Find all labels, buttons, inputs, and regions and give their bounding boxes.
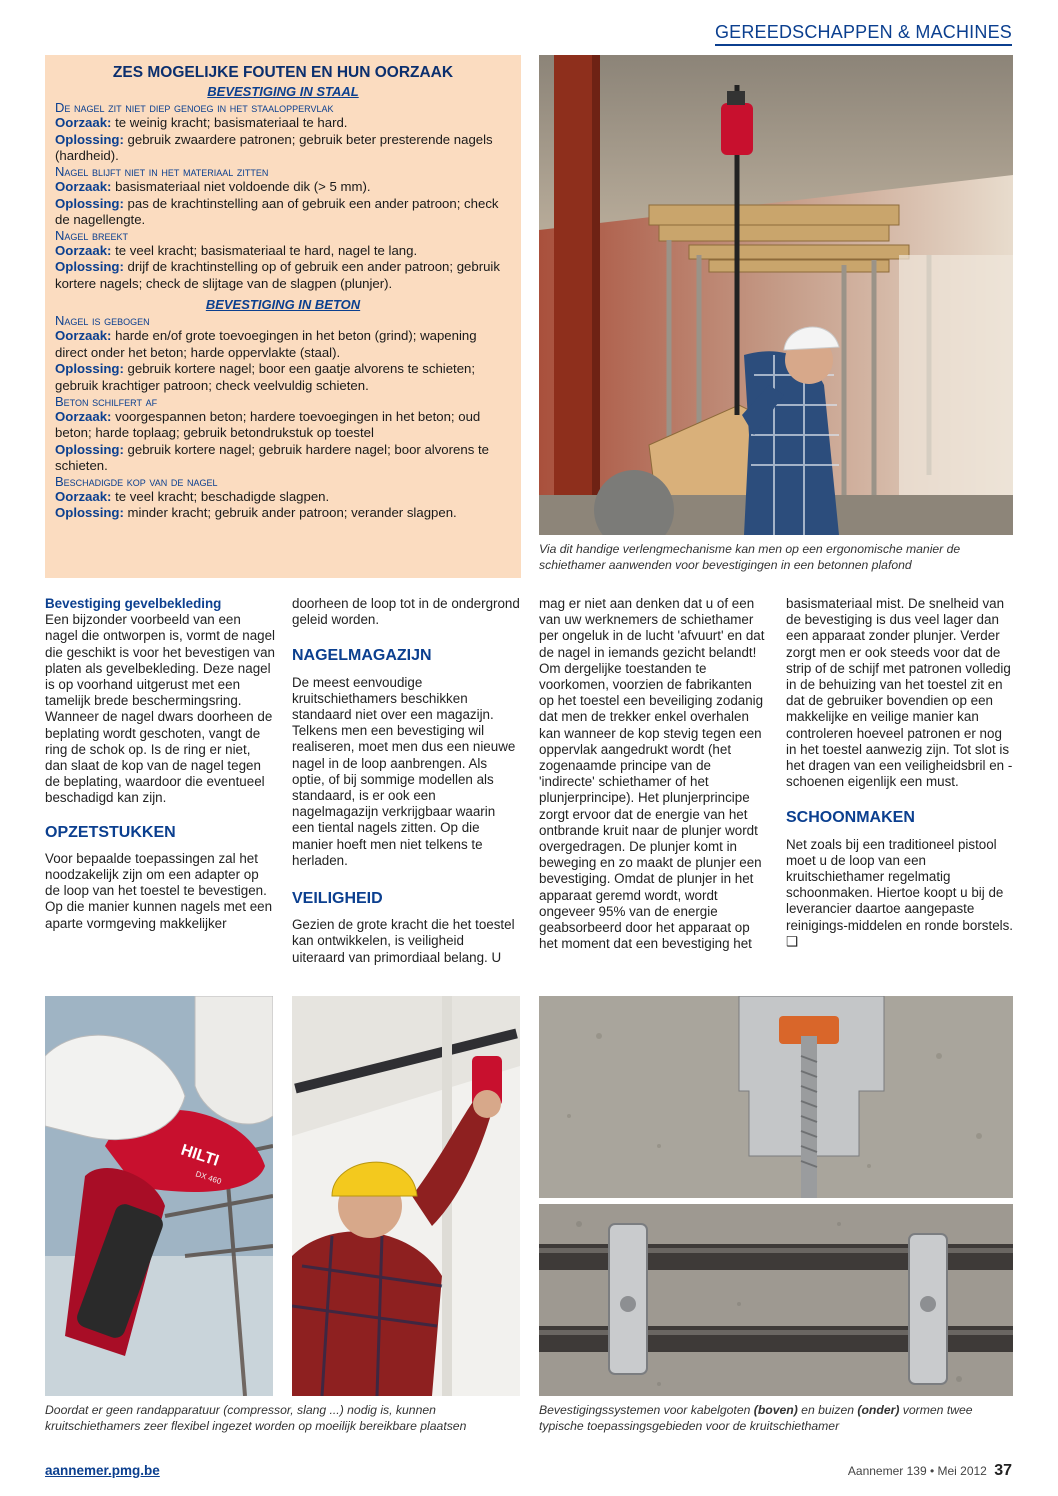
cause-text: te weinig kracht; basismateriaal te hard. (115, 115, 348, 131)
subheading-gevelbekleding: Bevestiging gevelbekleding (45, 596, 222, 611)
article-column-3 (539, 596, 769, 952)
pipe-clamps-photo (539, 1204, 1013, 1396)
page-number: 37 (994, 1462, 1012, 1479)
cable-tray-fixation-photo (539, 996, 1013, 1198)
cause-text: harde en/of grote toevoegingen in het beton (grind); wapening direct onder het beton; harde oppervlakte (staal). (55, 328, 477, 360)
paragraph: Voor bepaalde toepassingen zal het noodzakelijk zijn om een adapter op de loop van het toestel te bevestigen. Op die manier kunnen nagels met een aparte vormgeving makkelijker (45, 850, 273, 931)
problem-title: Nagel is gebogen (55, 313, 150, 329)
article-column-2 (292, 596, 520, 966)
fix-label: Oplossing: (55, 131, 124, 147)
top-photo-caption: Via dit handige verlengmechanisme kan men op een ergonomische manier de schiethamer aanwenden voor bevestigingen in een betonnen plafond (539, 542, 961, 572)
footer-website-link[interactable]: aannemer.pmg.be (45, 1463, 160, 1478)
problem-item (55, 475, 511, 522)
fix-text: gebruik kortere nagel; gebruik hardere nagel; boor alvorens te schieten. (55, 441, 489, 474)
section-label: GEREEDSCHAPPEN & MACHINES (715, 22, 1012, 46)
caption-text: en buizen (801, 1403, 855, 1417)
problem-item (55, 314, 511, 394)
fix-text: minder kracht; gebruik ander patroon; verander slagpen. (127, 505, 457, 521)
cause-label: Oorzaak: (55, 408, 112, 424)
cause-label: Oorzaak: (55, 242, 112, 258)
cause-label: Oorzaak: (55, 115, 112, 131)
heading-nagelmagazijn: NAGELMAGAZIJN (292, 647, 432, 665)
problem-title: Beschadigde kop van de nagel (55, 473, 218, 489)
fix-text: gebruik kortere nagel; boor een gaatje alvorens te schieten; gebruik krachtiger patroon; check veelvuldig schieten. (55, 361, 476, 393)
problem-title: De nagel zit niet diep genoeg in het staaloppervlak (55, 100, 334, 116)
hilti-tool-closeup-photo (45, 996, 273, 1396)
paragraph: mag er niet aan denken dat u of een van uw werknemers de schiethamer per ongeluk in de lucht 'afvuurt' en dat de nagel in iemands gezicht belandt! Om dergelijke toestanden te voorkomen, voorzien de fabrikanten op het toestel een beveiliging zodanig dat men de trekker enkel overhalen kan wanneer de kop stevig tegen een oppervlak aangedrukt wordt (het zogenaamde principe van de 'indirecte' schiethamer of het plunjerprincipe). Het plunjerprincipe zorgt ervoor dat de energie van het ontbrande kruit naar de plunjer wordt overgedragen. De plunjer komt in beweging en zo maakt de plunjer een bevestiging. Omdat de plunjer in het apparaat geremd wordt, wordt ongeveer 95% van de energie geabsorbeerd door het apparaat op het moment dat een bevestiging het (539, 596, 765, 952)
worker-helmet-photo (292, 996, 520, 1396)
cause-label: Oorzaak: (55, 178, 112, 194)
sidebar-title: ZES MOGELIJKE FOUTEN EN HUN OORZAAK (112, 64, 454, 81)
paragraph: doorheen de loop tot in de ondergrond geleid worden. (292, 596, 520, 628)
fix-label: Oplossing: (55, 505, 124, 521)
sidebar-subheading-concrete: BEVESTIGING IN BETON (205, 296, 361, 312)
cause-label: Oorzaak: (55, 328, 112, 344)
article-column-1 (45, 596, 275, 932)
fix-text: gebruik zwaardere patronen; gebruik beter presterende nagels (hardheid). (55, 131, 493, 164)
paragraph: basismateriaal mist. De snelheid van de bevestiging is dus veel lager dan een apparaat zonder plunjer. Verder zorgt men er ook steeds voor dat de strip of de schijf met patronen volledig in de behuizing van het toestel zit en dat de gebruiker bovendien op een makkelijke en veilige manier kan controleren hoeveel patronen er nog in het toestel aanwezig zijn. Tot slot is het dragen van een veiligheidsbril en -schoenen eigenlijk een must. (786, 596, 1013, 790)
fix-text: pas de krachtinstelling aan of gebruik een ander patroon; check de nagellengte. (55, 195, 499, 228)
bottom-right-caption (539, 1402, 1013, 1434)
problem-title: Nagel breekt (55, 227, 129, 243)
problem-item (55, 101, 511, 165)
bottom-left-caption: Doordat er geen randapparatuur (compressor, slang ...) nodig is, kunnen kruitschiethamers zeer flexibel ingezet worden op moeilijk bereikbare plaatsen (45, 1403, 467, 1433)
heading-schoonmaken: SCHOONMAKEN (786, 809, 915, 827)
tool-model-label: DX 460 (194, 1169, 223, 1187)
fix-text: drijf de krachtinstelling op of gebruik een ander patroon; gebruik kortere nagels; check de slijtage van de slagpen (plunjer). (55, 259, 500, 291)
sidebar-box (45, 55, 521, 578)
caption-text: vormen twee typische toepassingsgebieden voor de kruitschiethamer (539, 1403, 973, 1433)
issue-info: Aannemer 139 • Mei 2012 (847, 1464, 987, 1478)
cause-text: basismateriaal niet voldoende dik (> 5 mm). (115, 178, 371, 194)
caption-emphasis: (onder) (857, 1403, 900, 1417)
heading-veiligheid: VEILIGHEID (292, 890, 383, 908)
ceiling-worker-photo (539, 55, 1013, 535)
problem-item (55, 395, 511, 475)
heading-opzetstukken: OPZETSTUKKEN (45, 823, 176, 841)
fix-label: Oplossing: (55, 259, 124, 275)
caption-emphasis: (boven) (753, 1403, 798, 1417)
problem-item (55, 165, 511, 229)
paragraph: De meest eenvoudige kruitschiethamers beschikken standaard niet over een magazijn. Telkens men een bevestiging wil realiseren, moet men dus een nieuwe nagel in de loop aanbrengen. Als optie, of bij sommige modellen als standaard, is er ook een nagelmagazijn verkrijgbaar waarin een tiental nagels zitten. Op die manier hoeft men niet telkens te herladen. (292, 674, 516, 868)
article-column-4 (786, 596, 1014, 950)
paragraph: Een bijzonder voorbeeld van een nagel die ontworpen is, vormt de nagel die geschikt is voor het bevestigen van platen als gevelbekleding. Deze nagel is op voorhand uitgerust met een tamelijk brede beschermingsring. Wanneer de nagel dwars doorheen de beplating wordt geschoten, vangt de ring de schok op. Is de ring er niet, dan slaat de kop van de nagel tegen de beplating, waardoor die eventueel beschadigd kan zijn. (45, 612, 276, 806)
end-mark: ❑ (786, 933, 799, 949)
paragraph-text: Net zoals bij een traditioneel pistool moet u de loop van een kruitschiethamer regelmatig schoonmaken. Hiertoe koopt u bij de leverancier daartoe aangepaste reinigings-middelen en ronde borstels. (786, 836, 1014, 933)
paragraph: Gezien de grote kracht die het toestel kan ontwikkelen, is veiligheid uiteraard van primordiaal belang. U (292, 917, 515, 965)
problem-title: Beton schilfert af (55, 393, 158, 409)
problem-title: Nagel blijft niet in het materiaal zitten (55, 163, 269, 179)
tool-brand-label: HILTI (178, 1141, 221, 1170)
cause-text: voorgespannen beton; hardere toevoegingen in het beton; oud beton; harde toplaag; gebruik betondrukstuk op toestel (55, 408, 481, 441)
sidebar-subheading-steel: BEVESTIGING IN STAAL (207, 83, 359, 99)
fix-label: Oplossing: (55, 361, 124, 377)
fix-label: Oplossing: (55, 441, 124, 457)
problem-item (55, 229, 511, 293)
cause-text: te veel kracht; basismateriaal te hard, nagel te lang. (115, 242, 418, 258)
footer-issue (848, 1462, 1012, 1480)
cause-text: te veel kracht; beschadigde slagpen. (115, 488, 330, 504)
caption-text: Bevestigingssystemen voor kabelgoten (539, 1403, 751, 1417)
paragraph (786, 837, 1014, 950)
cause-label: Oorzaak: (55, 488, 112, 504)
fix-label: Oplossing: (55, 195, 124, 211)
